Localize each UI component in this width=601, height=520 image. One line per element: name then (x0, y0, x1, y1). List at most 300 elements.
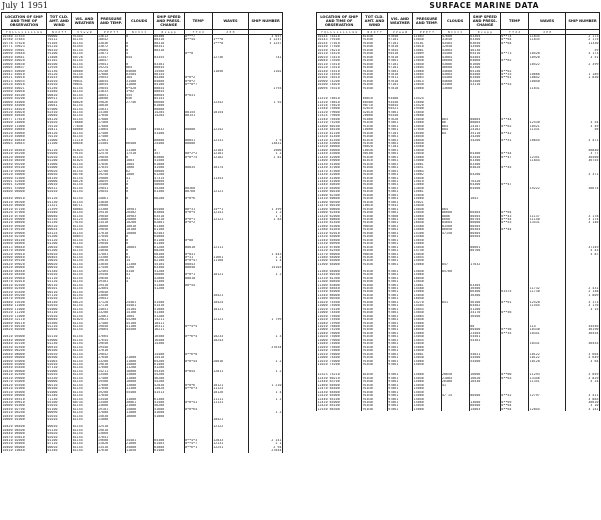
table-cell-loc: 10570 03610 (2, 436, 47, 439)
table-cell-vis: 81154 (72, 294, 97, 297)
table-cell-cld: 91040 (362, 70, 387, 73)
table-cell-prs: 17400 (97, 377, 125, 380)
table-cell-clouds: 0 (125, 235, 153, 238)
table-cell-vis: 97061 (387, 183, 412, 186)
table-cell-spd: 51600 (153, 408, 184, 411)
table-cell-vis: 80053 (72, 235, 97, 238)
table-cell-cld: 00403 (46, 256, 71, 259)
column-header-vis: VIS. AND WEATHER (72, 13, 97, 30)
table-cell-loc: 11520 62500 (317, 249, 362, 252)
table-cell-loc: 11520 62000 (317, 215, 362, 218)
table-cell-vis: 81154 (72, 342, 97, 345)
table-cell-clouds: 11300 (125, 149, 153, 152)
table-cell-vis: 81154 (72, 391, 97, 394)
table-cell-spd: 00505 (469, 225, 500, 228)
table-cell-ship: 3 664 (566, 353, 600, 356)
table-cell-cld: 00911 (46, 97, 71, 100)
table-cell-clouds: 14000 (125, 408, 153, 411)
table-cell-vis: 97061 (387, 152, 412, 155)
table-cell-loc: 10420 09000 (2, 218, 47, 221)
table-cell-prs: 17110 (97, 304, 125, 307)
table-cell-ship: 1 4 (249, 391, 283, 394)
table-cell-vis: 81154 (72, 156, 97, 159)
table-cell-loc: 11510 75200 (317, 121, 362, 124)
table-cell-vis: 11110 (72, 139, 97, 142)
table-cell-loc: 11050 75600 (317, 346, 362, 349)
table-cell-vis: 81154 (72, 398, 97, 401)
table-cell-ship: 3 173 (566, 52, 600, 55)
table-cell-prs: 15040 (413, 38, 441, 41)
table-cell-cld: 00110 (46, 291, 71, 294)
table-cell-ship: 11330 (566, 42, 600, 45)
table-cell-prs: 14270 (413, 301, 441, 304)
table-cell-clouds: 84604 (441, 221, 469, 224)
table-cell-spd: 40130 (469, 49, 500, 52)
table-cell-spd: 14204 (153, 114, 184, 117)
table-cell-cld: 00110 (46, 284, 71, 287)
table-cell-vis: 81154 (72, 373, 97, 376)
table-cell-cld: 01200 (46, 235, 71, 238)
table-cell-clouds: 0 (125, 190, 153, 193)
table-cell-ship: 3 829 (566, 377, 600, 380)
table-cell-vis: 95440 (387, 114, 412, 117)
column-header-prs: PRESSURE AND TEMP. (413, 13, 441, 30)
table-cell-ship: 3 64 (566, 360, 600, 363)
table-cell-spd: 61300 (153, 242, 184, 245)
table-cell-prs: 18600 (97, 97, 125, 100)
table-cell-spd: 55200 (153, 187, 184, 190)
table-cell-ship: 3 141 (566, 408, 600, 411)
table-cell-loc: 11000 74400 (317, 311, 362, 314)
table-cell-temp: 00*2*2 (184, 152, 212, 155)
table-cell-cld: 91030 (362, 353, 387, 356)
table-cell-prs: 18000 (97, 225, 125, 228)
table-cell-spd: 61300 (153, 190, 184, 193)
table-cell-cld: 71130 (46, 398, 71, 401)
table-cell-temp: 0**44 (500, 152, 528, 155)
table-cell-vis: 97061 (387, 166, 412, 169)
table-cell-waves: 10421 (212, 294, 249, 297)
table-cell-clouds: 1004 (125, 315, 153, 318)
table-cell-spd: 64500 (469, 73, 500, 76)
table-cell-loc: 10410 08600 (2, 221, 47, 224)
table-cell-vis: 97010 (387, 45, 412, 48)
table-cell-waves: 12044 (529, 408, 566, 411)
table-cell-ship: 2 94 (249, 446, 283, 449)
table-cell-prs: 13613 (97, 35, 125, 39)
table-cell-spd: 00805 (469, 118, 500, 121)
table-cell-ship: 56 (566, 128, 600, 131)
table-cell-prs: 15040 (413, 356, 441, 359)
table-cell-cld: 91040 (362, 83, 387, 86)
table-cell-prs: 15064 (413, 170, 441, 173)
table-cell-spd: 64020 (469, 166, 500, 169)
table-cell-clouds: 44500 (125, 328, 153, 331)
table-cell-spd: 50000 (153, 170, 184, 173)
page-header-date: July 1 1951 (2, 1, 48, 10)
table-cell-temp: 0*0*47 (184, 259, 212, 262)
table-cell-prs: 17644 (97, 339, 125, 342)
table-cell-waves: 14**1 (212, 208, 249, 211)
table-cell-vis: 81154 (72, 291, 97, 294)
table-cell-prs: 19301 (97, 280, 125, 283)
table-cell-vis: 97101 (387, 83, 412, 86)
table-cell-prs: 13800 (97, 294, 125, 297)
table-cell-prs: 15064 (413, 315, 441, 318)
table-cell-loc: 10520 03500 (2, 291, 47, 294)
table-cell-cld: 01010 (46, 404, 71, 407)
table-cell-ship: 1 189 (566, 73, 600, 76)
table-cell-cld: 91040 (362, 135, 387, 138)
table-cell-loc: 12410 65000 (317, 401, 362, 404)
table-cell-cld: 91030 (362, 163, 387, 166)
table-cell-loc: 10800 40400 (2, 114, 47, 117)
table-cell-prs: 19864 (97, 49, 125, 52)
table-cell-clouds: 34401 (125, 439, 153, 442)
table-cell-spd: 24107 (469, 125, 500, 128)
table-cell-clouds: 14 (125, 259, 153, 262)
table-cell-ship: 3 77 (566, 152, 600, 155)
table-cell-cld: 01200 (46, 159, 71, 162)
table-cell-loc: 10520 40020 (2, 111, 47, 114)
table-cell-cld: 01200 (46, 242, 71, 245)
table-cell-clouds: 11300 (125, 387, 153, 390)
table-cell-loc: 11000 75200 (317, 328, 362, 331)
column-code-spd: D v a p p (469, 30, 500, 35)
table-cell-spd: 61400 (153, 363, 184, 366)
table-cell-prs: 19000 (97, 177, 125, 180)
table-cell-waves: 12122 (212, 425, 249, 428)
table-cell-clouds: 34600 (441, 70, 469, 73)
table-cell-vis: 81154 (72, 360, 97, 363)
table-cell-loc: 11360 64000 (317, 270, 362, 273)
table-cell-vis: 93450 (387, 101, 412, 104)
table-cell-temp: 0**62 (500, 59, 528, 62)
table-cell-loc: 12440 65100 (317, 398, 362, 401)
table-cell-spd: 63450 (469, 156, 500, 159)
table-cell-spd: 53110 (469, 83, 500, 86)
table-cell-vis: 97061 (387, 259, 412, 262)
table-cell-loc: 11530 60900 (317, 242, 362, 245)
table-cell-prs: 18851 (97, 94, 125, 97)
table-cell-vis: 97061 (387, 121, 412, 124)
table-cell-cld: 01000 (46, 166, 71, 169)
table-cell-ship: 27044 (249, 449, 283, 452)
table-cell-vis: 81154 (72, 232, 97, 235)
table-cell-spd: 00400 (469, 328, 500, 331)
table-cell-spd: 00310 (153, 49, 184, 52)
table-cell-clouds: 384 (125, 76, 153, 79)
table-cell-spd: 61200 (153, 173, 184, 176)
table-cell-prs: 15300 (413, 232, 441, 235)
table-cell-loc: 10410 09000 (2, 377, 47, 380)
table-cell-cld: 01000 (46, 370, 71, 373)
table-cell-loc: 11430 41000 (317, 163, 362, 166)
column-header-waves: WAVES (529, 13, 566, 30)
table-cell-temp: 0**61 (500, 301, 528, 304)
table-cell-spd: 63300 (153, 266, 184, 269)
table-cell-prs: 19810 (97, 363, 125, 366)
table-cell-prs: 15030 (97, 415, 125, 418)
table-cell-ship: 3 176 (566, 304, 600, 307)
table-cell-loc: 10470 09400 (2, 297, 47, 300)
table-cell-temp: 0**44 (500, 228, 528, 231)
table-cell-clouds: 863 (441, 118, 469, 121)
table-cell-prs: 15040 (413, 349, 441, 352)
table-cell-cld: 21321 (46, 204, 71, 207)
table-cell-prs: 17040 (97, 394, 125, 397)
table-cell-clouds: 851 (441, 301, 469, 304)
table-cell-cld: 01200 (46, 249, 71, 252)
table-cell-cld: 01040 (46, 211, 71, 214)
table-cell-prs: 15040 (413, 363, 441, 366)
table-cell-vis: 97061 (387, 301, 412, 304)
table-cell-vis: 81154 (72, 201, 97, 204)
table-cell-prs: 19023 (97, 318, 125, 321)
table-cell-clouds: 0 (125, 156, 153, 159)
table-cell-waves: 1***8 (212, 42, 249, 45)
table-cell-loc: 12530 66300 (317, 408, 362, 411)
table-cell-loc: 11000 79000 (317, 339, 362, 342)
table-cell-loc: 11450 43000 (317, 152, 362, 155)
table-cell-prs: 13060 (97, 432, 125, 435)
table-cell-prs: 13000 (97, 404, 125, 407)
table-cell-cld: 03330 (46, 377, 71, 380)
table-cell-loc: 10410 06300 (2, 201, 47, 204)
table-cell-prs: 15404 (413, 304, 441, 307)
table-cell-loc: 10410 07500 (2, 215, 47, 218)
table-cell-loc: 10600 01000 (2, 418, 47, 421)
column-code-loc: Y Q L L L L L L L L G G (317, 30, 362, 35)
table-cell-waves: 12736 (212, 56, 249, 59)
table-cell-clouds: 10100 (125, 228, 153, 231)
table-cell-cld: 91030 (362, 404, 387, 407)
table-cell-cld: 01010 (46, 273, 71, 276)
table-cell-clouds: 18000 (125, 370, 153, 373)
table-cell-clouds: 41 (441, 384, 469, 387)
table-cell-ship: 2 141 (249, 439, 283, 442)
table-row (2, 449, 283, 452)
table-cell-prs: 19026 (97, 101, 125, 104)
table-cell-loc: 11330 60100 (317, 273, 362, 276)
table-cell-cld: 11000 (46, 139, 71, 142)
table-cell-prs: 19042 (97, 353, 125, 356)
table-cell-prs: 15060 (413, 394, 441, 397)
table-cell-waves (212, 449, 249, 452)
table-cell-cld: 04120 (46, 132, 71, 135)
table-cell-vis: 97061 (387, 273, 412, 276)
table-cell-loc: 10096 76310 (317, 87, 362, 90)
table-cell-vis: 81154 (72, 335, 97, 338)
table-cell-spd: 15803 (469, 408, 500, 411)
table-cell-cld: 91030 (362, 197, 387, 200)
table-cell-loc: 10430 09610 (2, 401, 47, 404)
table-cell-vis: 97010 (387, 80, 412, 83)
table-cell-prs: 15060 (413, 322, 441, 325)
table-cell-loc: 11510 41100 (317, 132, 362, 135)
table-cell-loc: 10420 07000 (2, 211, 47, 214)
table-cell-vis: 81154 (72, 418, 97, 421)
table-cell-spd: 34200 (469, 139, 500, 142)
table-cell-loc: 11400 40000 (317, 149, 362, 152)
table-cell-ship: 3 173 (566, 301, 600, 304)
table-cell-prs: 15060 (413, 197, 441, 200)
table-cell-cld: 91030 (362, 387, 387, 390)
table-cell-clouds: 3*02 (125, 90, 153, 93)
table-cell-vis: 81154 (72, 63, 97, 66)
table-cell-prs: 15480 (413, 287, 441, 290)
table-cell-spd: 357 (153, 152, 184, 155)
table-cell-spd: 62100 (153, 259, 184, 262)
table-cell-cld: 03010 (46, 253, 71, 256)
table-cell-prs: 15040 (413, 404, 441, 407)
table-cell-spd: 04000 (153, 80, 184, 83)
table-cell-loc: 11400 60600 (317, 208, 362, 211)
table-cell-ship: 2 399 (566, 63, 600, 66)
table-cell-prs: 17040 (97, 356, 125, 359)
table-cell-ship: 1 399 (249, 208, 283, 211)
table-cell-temp: 0**33 (500, 73, 528, 76)
table-cell-temp: 0*0*6 (184, 197, 212, 200)
table-cell-loc: 11000 74000 (317, 304, 362, 307)
table-cell-prs: 13860 (97, 246, 125, 249)
table-cell-clouds: 6*420 (125, 87, 153, 90)
table-cell-waves: 12033 (212, 439, 249, 442)
table-cell-prs: 15040 (413, 342, 441, 345)
table-cell-loc: 11520 79600 (317, 111, 362, 114)
table-cell-prs: 19058 (97, 228, 125, 231)
table-cell-ship: 3 15 (566, 308, 600, 311)
table-cell-waves: 11140 (529, 218, 566, 221)
table-cell-vis: 97061 (387, 328, 412, 331)
table-cell-cld: 91030 (362, 273, 387, 276)
table-cell-cld: 91040 (362, 87, 387, 90)
table-cell-prs: 17480 (97, 322, 125, 325)
table-cell-loc: 12420 65100 (317, 404, 362, 407)
table-cell-clouds: 12040 (441, 45, 469, 48)
table-cell-prs: 15040 (413, 211, 441, 214)
table-cell-cld: 91040 (362, 380, 387, 383)
table-cell-prs: 15040 (413, 311, 441, 314)
table-cell-loc: 11520 46000 (317, 145, 362, 148)
table-cell-prs: 13840 (97, 201, 125, 204)
table-cell-ship: 36674 (566, 187, 600, 190)
table-cell-loc: 10771 39623 (2, 45, 47, 48)
table-cell-vis: 97061 (387, 398, 412, 401)
table-cell-prs: 15040 (413, 149, 441, 152)
table-cell-loc: 10420 03500 (2, 384, 47, 387)
table-cell-vis: 97061 (387, 59, 412, 62)
table-cell-vis: 97010 (387, 56, 412, 59)
table-cell-prs: 19200 (97, 391, 125, 394)
table-cell-temp: 0**64 (500, 408, 528, 411)
table-cell-prs: 13872 (97, 45, 125, 48)
table-cell-clouds: 35000 (125, 446, 153, 449)
table-cell-cld: 07110 (46, 442, 71, 445)
table-cell-spd: 24102 (469, 128, 500, 131)
table-cell-cld: 20010 (46, 183, 71, 186)
table-cell-cld: 04140 (46, 301, 71, 304)
table-cell-loc: 11020 75200 (317, 363, 362, 366)
table-cell-prs: 12864 (97, 287, 125, 290)
table-cell-cld: 91030 (362, 346, 387, 349)
table-cell-loc: 10480 11000 (2, 304, 47, 307)
table-cell-prs: 12464 (97, 270, 125, 273)
table-cell-loc: 11010 76000 (317, 353, 362, 356)
table-cell-prs: 15060 (413, 401, 441, 404)
table-cell-waves: 12141 (212, 211, 249, 214)
table-cell-ship: 3 10 (566, 404, 600, 407)
table-cell-spd: 1052 (469, 197, 500, 200)
table-cell-spd: 66600 (153, 101, 184, 104)
table-cell-loc: 10870 60100 (2, 325, 47, 328)
column-code-clouds: N C h C C (125, 30, 153, 35)
table-cell-spd: 63500 (469, 76, 500, 79)
table-cell-spd: 16500 (153, 339, 184, 342)
table-cell-loc: 10410 02000 (2, 439, 47, 442)
table-cell-spd: 55340 (153, 370, 184, 373)
table-cell-prs: 15000 (413, 159, 441, 162)
table-cell-vis: 97061 (387, 225, 412, 228)
table-cell-cld: 91030 (362, 263, 387, 266)
table-cell-vis: 81154 (72, 273, 97, 276)
table-cell-cld: 00040 (46, 318, 71, 321)
table-cell-clouds: 43404 (441, 42, 469, 45)
table-cell-prs: 15060 (413, 242, 441, 245)
table-cell-spd: 23504 (469, 332, 500, 335)
table-cell-prs: 15040 (413, 208, 441, 211)
table-cell-prs: 15060 (413, 332, 441, 335)
column-header-temp: TEMP (184, 13, 212, 30)
table-cell-spd: 55200 (153, 380, 184, 383)
table-cell-temp: 0**56 (500, 311, 528, 314)
table-cell-prs: 14580 (413, 235, 441, 238)
table-cell-prs: 19410 (97, 284, 125, 287)
table-cell-cld: 91040 (362, 76, 387, 79)
table-cell-clouds: 13600 (441, 87, 469, 90)
table-cell-vis: 97061 (387, 249, 412, 252)
table-cell-ship: 1 830 (566, 76, 600, 79)
table-cell-ship: 3 083 (566, 398, 600, 401)
table-cell-cld: 91030 (362, 228, 387, 231)
table-cell-loc: 10410 07100 (2, 208, 47, 211)
table-cell-cld: 61010 (362, 139, 387, 142)
table-cell-cld: 91040 (362, 232, 387, 235)
table-cell-prs: 15060 (413, 215, 441, 218)
table-cell-cld: 04120 (46, 118, 71, 121)
table-cell-clouds: 10200 (125, 221, 153, 224)
table-cell-cld: 91030 (362, 325, 387, 328)
table-cell-spd: 66200 (153, 197, 184, 200)
table-cell-clouds: 0 (125, 197, 153, 200)
table-cell-waves: 10120 (529, 360, 566, 363)
table-cell-spd: 63500 (469, 80, 500, 83)
table-cell-cld: 01100 (46, 408, 71, 411)
table-cell-ship: 36560 (566, 156, 600, 159)
table-cell-loc: 11470 47000 (317, 170, 362, 173)
table-cell-loc: 10830 32110 (2, 318, 47, 321)
table-cell-cld: 91040 (362, 211, 387, 214)
table-cell-temp: 0**51 (500, 139, 528, 142)
table-cell-prs: 13000 (97, 218, 125, 221)
table-cell-loc: 10900 74200 (317, 80, 362, 83)
table-cell-cld: 02030 (46, 328, 71, 331)
table-cell-ship: 1 2 (249, 152, 283, 155)
table-cell-ship: 36610 (566, 401, 600, 404)
table-cell-loc: 10470 04000 (2, 249, 47, 252)
table-cell-prs: 13300 (97, 256, 125, 259)
table-cell-spd: 14300 (153, 342, 184, 345)
